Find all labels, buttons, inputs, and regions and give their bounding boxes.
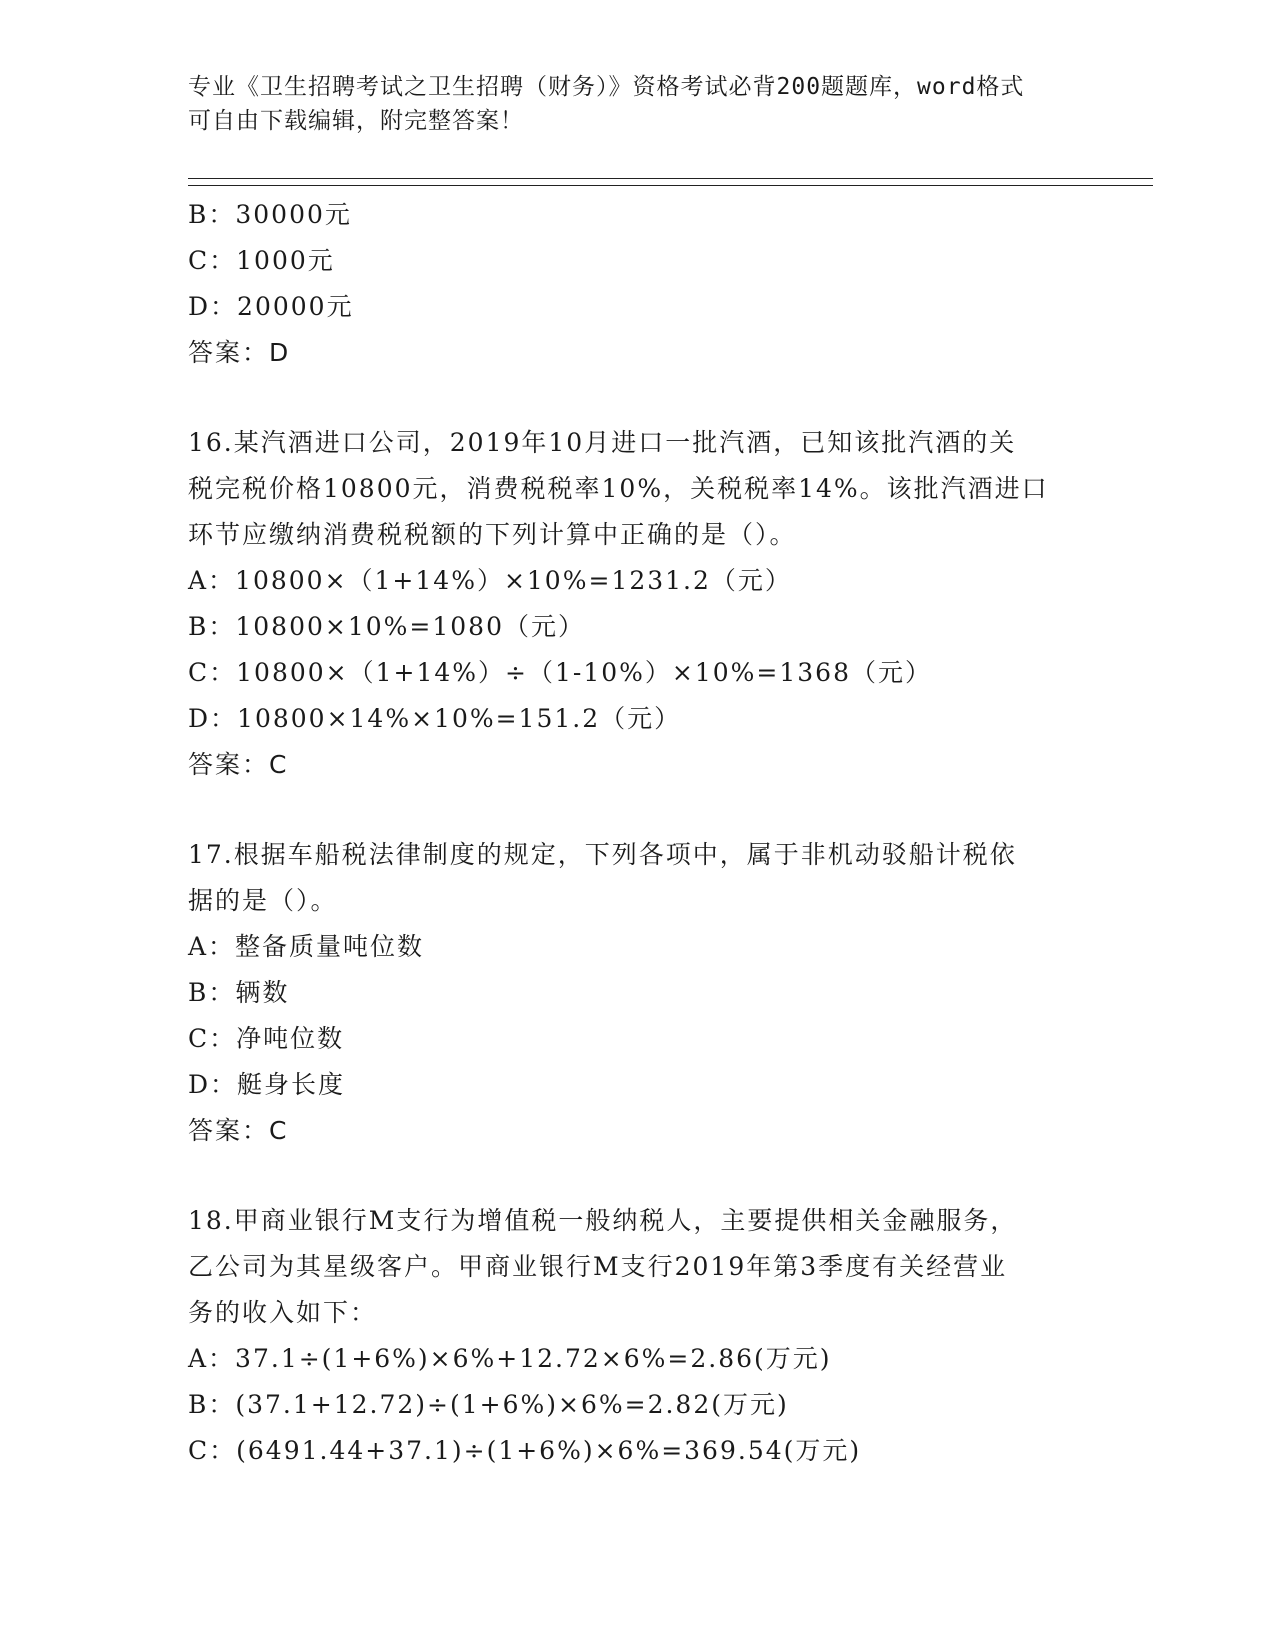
- option-b: B：30000元: [188, 200, 352, 229]
- option-d: D：20000元: [188, 292, 354, 321]
- question-stem-line: 税完税价格10800元，消费税税率10%，关税税率14%。该批汽酒进口: [188, 474, 1049, 503]
- header-divider: [188, 178, 1153, 186]
- option-b: B：(37.1+12.72)÷(1+6%)×6%=2.82(万元): [188, 1390, 789, 1419]
- answer: 答案：D: [188, 338, 291, 367]
- question-15-continued: [188, 192, 1088, 376]
- question-16: [188, 420, 1088, 788]
- option-c: C：10800×（1+14%）÷（1-10%）×10%=1368（元）: [188, 658, 932, 687]
- question-stem-line: 乙公司为其星级客户。甲商业银行M支行2019年第3季度有关经营业: [188, 1252, 1008, 1281]
- header-title-line-2: 可自由下载编辑，附完整答案！: [188, 108, 524, 134]
- option-a: A：10800×（1+14%）×10%=1231.2（元）: [188, 566, 792, 595]
- question-17: [188, 832, 1088, 1154]
- question-stem-line: 18.甲商业银行M支行为增值税一般纳税人，主要提供相关金融服务，: [188, 1206, 1018, 1235]
- question-stem-line: 16.某汽酒进口公司，2019年10月进口一批汽酒，已知该批汽酒的关: [188, 428, 1017, 457]
- option-d: D：艇身长度: [188, 1070, 346, 1099]
- header-title-line-1: 专业《卫生招聘考试之卫生招聘（财务）》资格考试必背200题题库，word格式: [188, 74, 1025, 100]
- question-stem-line: 务的收入如下：: [188, 1298, 378, 1327]
- answer: 答案：C: [188, 1116, 289, 1145]
- answer: 答案：C: [188, 750, 289, 779]
- option-c: C：1000元: [188, 246, 335, 275]
- option-d: D：10800×14%×10%=151.2（元）: [188, 704, 682, 733]
- question-stem-line: 17.根据车船税法律制度的规定，下列各项中，属于非机动驳船计税依: [188, 840, 1017, 869]
- document-header: [188, 70, 1088, 138]
- option-c: C：净吨位数: [188, 1024, 345, 1053]
- option-b: B：10800×10%=1080（元）: [188, 612, 585, 641]
- question-18: [188, 1198, 1088, 1474]
- document-body: [188, 192, 1088, 1474]
- option-a: A：37.1÷(1+6%)×6%+12.72×6%=2.86(万元): [188, 1344, 832, 1373]
- option-c: C：(6491.44+37.1)÷(1+6%)×6%=369.54(万元): [188, 1436, 862, 1465]
- option-b: B：辆数: [188, 978, 290, 1007]
- question-stem-line: 环节应缴纳消费税税额的下列计算中正确的是（）。: [188, 520, 797, 549]
- question-stem-line: 据的是（）。: [188, 886, 338, 915]
- option-a: A：整备质量吨位数: [188, 932, 425, 961]
